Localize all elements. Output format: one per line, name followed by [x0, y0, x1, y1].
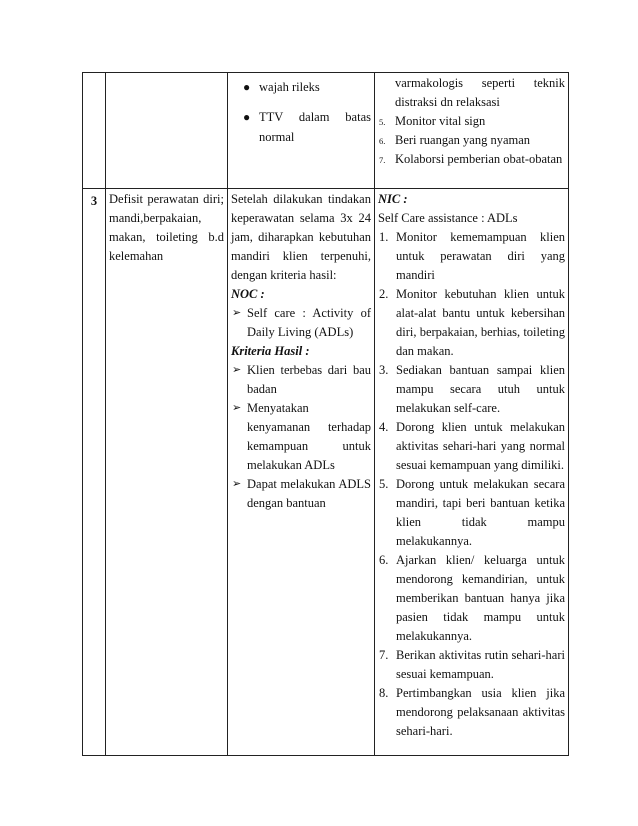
- list-item: ● TTV dalam batas normal: [231, 107, 371, 147]
- list-item: ➢ Dapat melakukan ADLS dengan bantuan: [232, 477, 371, 510]
- nic-heading: NIC :: [378, 192, 408, 206]
- goal-text: Setelah dilakukan tindakan keperawatan selama 3x 24 jam, diharapkan kebutuhan mandiri klien terpenuhi, dengan kriteria hasil:: [231, 192, 371, 282]
- intervention-continued-text: varmakologis seperti teknik distraksi dn relaksasi: [395, 76, 565, 109]
- kriteria-list: [231, 361, 371, 513]
- noc-list: [231, 304, 371, 342]
- intervention-list: [378, 112, 565, 169]
- table-row: [83, 73, 569, 189]
- outcome-cell: [228, 73, 375, 189]
- nursing-care-plan-table: [82, 72, 569, 756]
- list-item: ➢ Self care : Activity of Daily Living (ADLs): [232, 306, 371, 339]
- list-item: ➢ Menyatakan kenyamanan terhadap kemampuan untuk melakukan ADLs: [232, 401, 371, 472]
- nic-subtitle: Self Care assistance : ADLs: [378, 211, 518, 225]
- bullet-icon: ●: [243, 80, 251, 94]
- number-cell: [83, 73, 106, 189]
- row-number: 3: [83, 189, 106, 756]
- list-item: 5. Monitor vital sign: [379, 114, 486, 128]
- noc-heading: NOC :: [231, 287, 265, 301]
- list-item: 1. Monitor kememampuan klien untuk perawatan diri yang mandiri: [379, 230, 565, 282]
- arrow-bullet-icon: ➢: [232, 402, 242, 414]
- list-item: 6. Beri ruangan yang nyaman: [379, 133, 531, 147]
- intervention-cell: [375, 73, 569, 189]
- arrow-bullet-icon: ➢: [232, 307, 242, 319]
- arrow-bullet-icon: ➢: [232, 478, 242, 490]
- list-item: 7. Berikan aktivitas rutin sehari-hari sesuai kemampuan.: [379, 648, 565, 681]
- list-item: 6. Ajarkan klien/ keluarga untuk mendorong kemandirian, untuk memberikan bantuan hanya jika pasien tidak mampu untuk melakukannya.: [379, 553, 565, 643]
- list-item: 8. Pertimbangkan usia klien jika mendorong pelaksanaan aktivitas sehari-hari.: [379, 686, 565, 738]
- list-item: 7. Kolaborsi pemberian obat-obatan: [379, 152, 563, 166]
- list-item: ➢ Klien terbebas dari bau badan: [232, 363, 371, 396]
- list-item: 5. Dorong untuk melakukan secara mandiri, tapi beri bantuan ketika klien tidak mampu melakukannya.: [379, 477, 565, 548]
- list-item: ● wajah rileks: [231, 77, 371, 97]
- outcome-cell: [228, 189, 375, 756]
- diagnosis-cell: [106, 73, 228, 189]
- table-row: [83, 189, 569, 756]
- list-item: 4. Dorong klien untuk melakukan aktivitas sehari-hari yang normal sesuai kemampuan yang dimiliki.: [379, 420, 565, 472]
- intervention-cell: [375, 189, 569, 756]
- kriteria-heading: Kriteria Hasil :: [231, 344, 310, 358]
- list-item: 3. Sediakan bantuan sampai klien mampu secara utuh untuk melakukan self-care.: [379, 363, 565, 415]
- outcome-list: [231, 77, 371, 147]
- nic-list: [378, 228, 565, 741]
- bullet-icon: ●: [243, 110, 251, 124]
- list-item: 2. Monitor kebutuhan klien untuk alat-alat bantu untuk kebersihan diri, berpakaian, berhias, toileting dan makan.: [379, 287, 565, 358]
- diagnosis-text: Defisit perawatan diri; mandi,berpakaian, makan, toileting b.d kelemahan: [106, 189, 228, 756]
- arrow-bullet-icon: ➢: [232, 364, 242, 376]
